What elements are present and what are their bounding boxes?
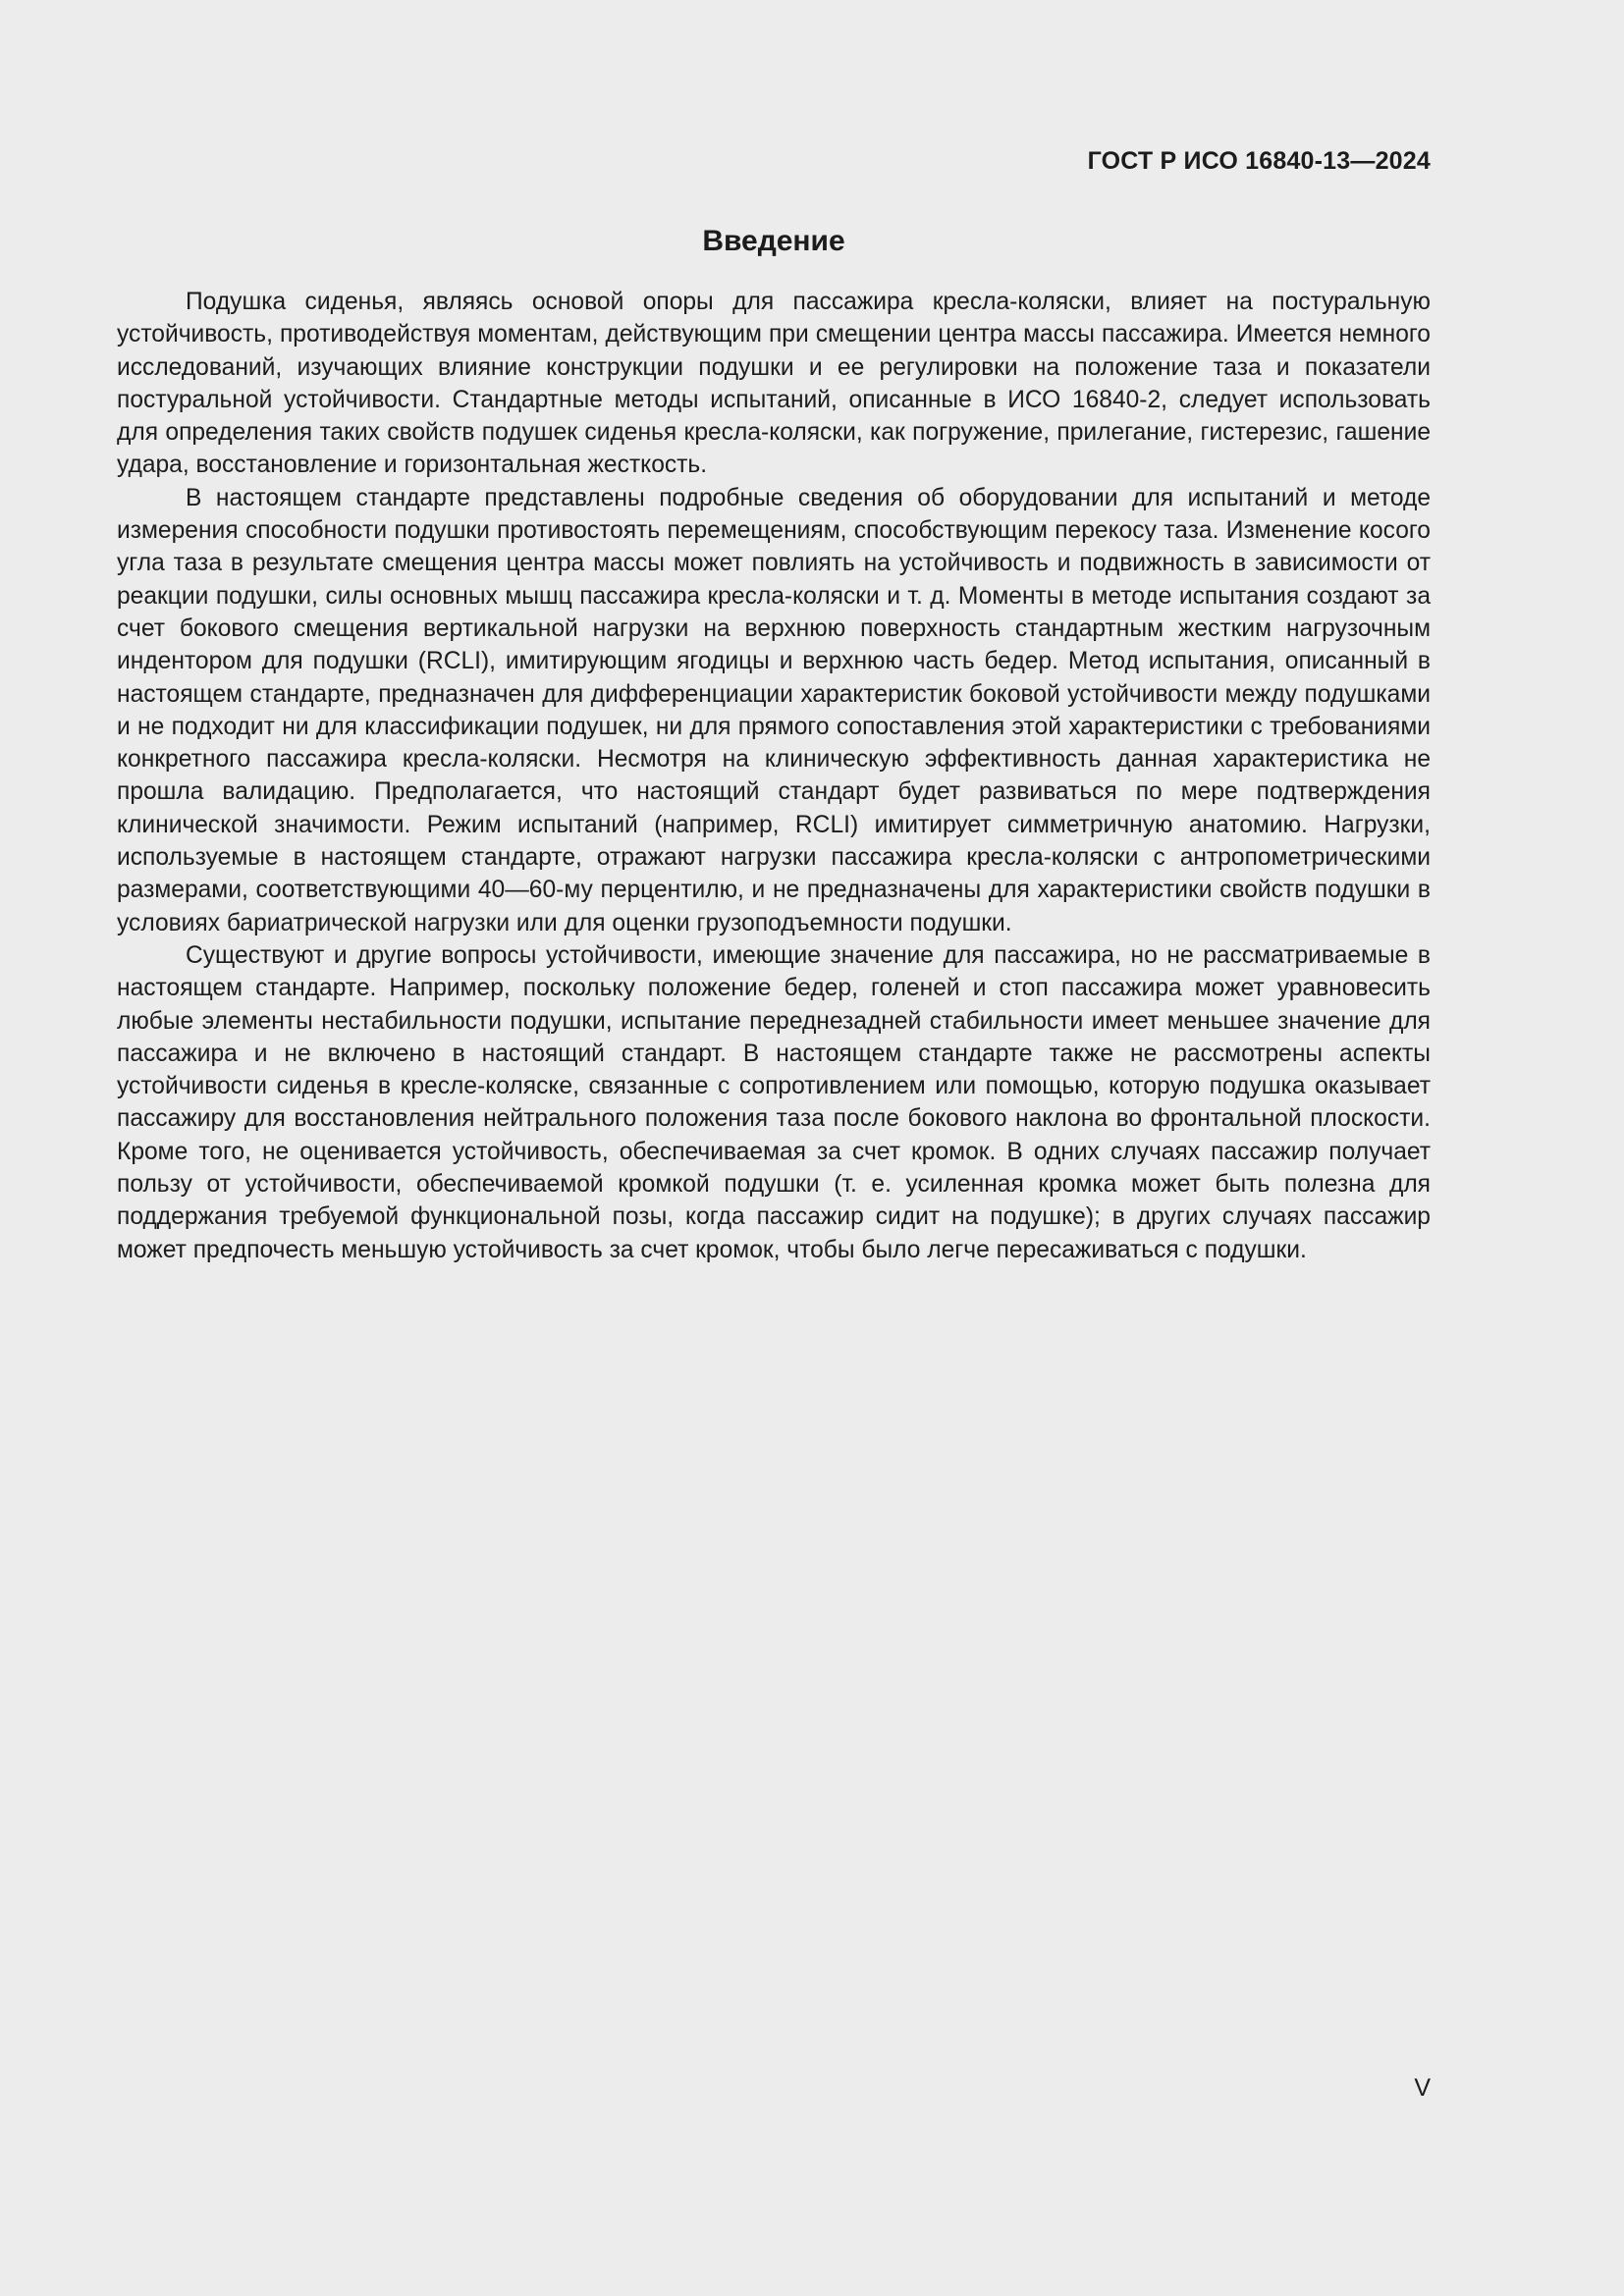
document-id: ГОСТ Р ИСО 16840-13—2024 [1087, 147, 1431, 175]
introduction-body [117, 286, 1431, 1266]
paragraph-3: Существуют и другие вопросы устойчивости, имеющие значение для пассажира, но не рассматриваемые в настоящем стандарте. Например, поскольку положение бедер, голеней и стоп пассажира может уравновесить любые элементы нестабильности подушки, испытание переднезадней стабильности имеет меньшее значение для пассажира и не включено в настоящий стандарт. В настоящем стандарте также не рассмотрены аспекты устойчивости сиденья в кресле-коляске, связанные с сопротивлением или помощью, которую подушка оказывает пассажиру для восстановления нейтрального положения таза после бокового наклона во фронтальной плоскости. Кроме того, не оценивается устойчивость, обеспечиваемая за счет кромок. В одних случаях пассажир получает пользу от устойчивости, обеспечиваемой кромкой подушки (т. е. усиленная кромка может быть полезна для поддержания требуемой функциональной позы, когда пассажир сидит на подушке); в других случаях пассажир может предпочесть меньшую устойчивость за счет кромок, чтобы было легче пересаживаться с подушки. [117, 941, 1431, 1263]
page-number: V [1414, 2074, 1431, 2102]
paragraph-1: Подушка сиденья, являясь основой опоры для пассажира кресла-коляски, влияет на постуральную устойчивость, противодействуя моментам, действующим при смещении центра массы пассажира. Имеется немного исследований, изучающих влияние конструкции подушки и ее регулировки на положение таза и показатели постуральной устойчивости. Стандартные методы испытаний, описанные в ИСО 16840-2, следует использовать для определения таких свойств подушек сиденья кресла-коляски, как погружение, прилегание, гистерезис, гашение удара, восстановление и горизонтальная жесткость. [117, 289, 1431, 479]
section-title: Введение [702, 225, 845, 257]
paragraph-2: В настоящем стандарте представлены подробные сведения об оборудовании для испытаний и методе измерения способности подушки противостоять перемещениям, способствующим перекосу таза. Изменение косого угла таза в результате смещения центра массы может повлиять на устойчивость и подвижность в зависимости от реакции подушки, силы основных мышц пассажира кресла-коляски и т. д. Моменты в методе испытания создают за счет бокового смещения вертикальной нагрузки на верхнюю поверхность стандартным жестким нагрузочным индентором для подушки (RCLI), имитирующим ягодицы и верхнюю часть бедер. Метод испытания, описанный в настоящем стандарте, предназначен для дифференциации характеристик боковой устойчивости между подушками и не подходит ни для классификации подушек, ни для прямого сопоставления этой характеристики с требованиями конкретного пассажира кресла-коляски. Несмотря на клиническую эффективность данная характеристика не прошла валидацию. Предполагается, что настоящий стандарт будет развиваться по мере подтверждения клинической значимости. Режим испытаний (например, RCLI) имитирует симметричную анатомию. Нагрузки, используемые в настоящем стандарте, отражают нагрузки пассажира кресла-коляски с антропометрическими размерами, соответствующими 40—60-му перцентилю, и не предназначены для характеристики свойств подушки в условиях бариатрической нагрузки или для оценки грузоподъемности подушки. [117, 484, 1431, 936]
